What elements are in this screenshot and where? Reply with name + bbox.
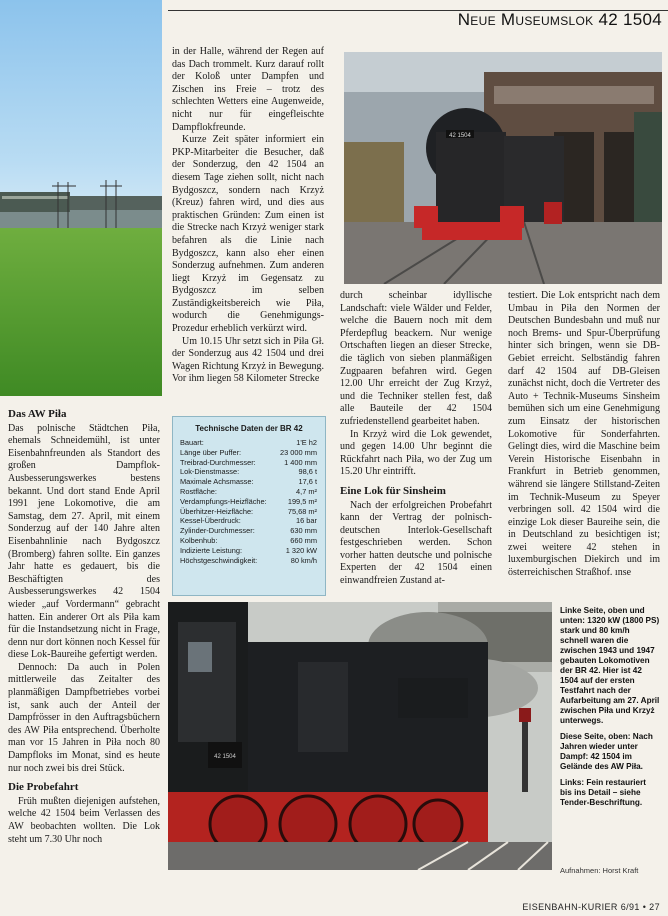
tech-row [173, 526, 325, 536]
tech-value: 4,7 m² [296, 486, 317, 496]
tech-key: Verdampfungs-Heizfläche: [180, 496, 267, 506]
tech-row [173, 497, 325, 507]
paragraph: Früh mußten diejenigen aufstehen, welche 42 1504 beim Verlassen des AW beobachten wollten. Die Lok steht um 7.30 Uhr noch [8, 795, 160, 845]
tech-row [173, 458, 325, 468]
paragraph: Nach der erfolgreichen Probefahrt kann der Vertrag der polnisch-deutschen Interlok-Gesellschaft festgeschrieben werden. Schon vorher hatten deutsche und polnische Experten der 42 1504 einen einwandfreien Zustand at- [340, 499, 492, 587]
tech-key: Lok-Dienstmasse: [180, 467, 240, 477]
column-1 [8, 402, 160, 846]
paragraph: Dennoch: Da auch in Polen mittlerweile das Zeitalter des planmäßigen Dampfbetriebes vorbei ist, sank auch der Anteil der Dampfrösser in den Auftragsbüchern des AW Piła entsprechend. Überholte man vor 15 Jahren in Piła noch 80 Dampfloks im Monat, sind es heute nur noch zwei bis drei Stück. [8, 661, 160, 774]
tech-row [173, 516, 325, 526]
caption-paragraph: Diese Seite, oben: Nach Jahren wieder unter Dampf: 42 1504 im Gelände des AW Piła. [560, 732, 653, 771]
tech-row [173, 487, 325, 497]
column-3 [340, 290, 492, 588]
tech-key: Zylinder-Durchmesser: [180, 526, 255, 536]
tech-row [173, 536, 325, 546]
tech-value: 1 320 kW [285, 545, 317, 555]
section-heading-sinsheim: Eine Lok für Sinsheim [340, 484, 446, 497]
paragraph: in der Halle, während der Regen auf das Dach trommelt. Kurz darauf rollt der Koloß unter Dampfen und Zischen ins Freie – trotz des schlechten Wetters eine Augenweide, nicht nur für eingefleischte Dampflokfreunde. [172, 46, 324, 133]
tech-key: Bauart: [180, 438, 204, 447]
photo-caption [560, 606, 660, 814]
tech-value: 23 000 mm [280, 447, 317, 457]
tech-value: 17,6 t [298, 477, 317, 487]
tech-row [173, 467, 325, 477]
meadow-photo-graphic [0, 0, 162, 396]
loco-front-number: 42 1504 [449, 133, 471, 139]
tech-value: 199,5 m² [287, 496, 317, 506]
tech-row [173, 448, 325, 458]
caption-paragraph: Links: Fein restauriert bis ins Detail – siehe Tender-Beschriftung. [560, 778, 646, 807]
section-heading-probefahrt: Die Probefahrt [8, 781, 79, 794]
tech-row [173, 546, 325, 556]
tech-value: 80 km/h [290, 555, 317, 565]
tech-value: 1'E h2 [296, 438, 317, 447]
tech-key: Treibrad-Durchmesser: [180, 457, 256, 467]
loco-side-number: 42 1504 [214, 754, 236, 760]
column-2 [172, 46, 324, 386]
paragraph: durch scheinbar idyllische Landschaft: viele Wälder und Felder, welche die Bauern noch mit dem Pferdepflug beackern. Nur wenige Ortschaften liegen an dieser Strecke, die täglich von sieben planmäßigen Zugpaaren befahren wird. Gegen 12.00 Uhr erreicht der Zug Krzyż, und die Techniker stellen fest, daß alle Bauteile der 42 1504 zufriedenstellend gearbeitet haben. [340, 290, 492, 427]
depot-photo [344, 52, 662, 284]
section-heading-aw-pila: Das AW Piła [8, 408, 67, 420]
tech-value: 660 mm [290, 535, 317, 545]
steam-photo [168, 602, 552, 870]
tech-row [173, 556, 325, 566]
depot-photo-graphic [344, 52, 662, 284]
tech-row [173, 438, 325, 448]
tech-key: Kolbenhub: [180, 535, 218, 545]
paragraph: In Krzyż wird die Lok gewendet, und gegen 14.00 Uhr beginnt die Rückfahrt nach Piła, wo der Zug um 15.20 Uhr eintrifft. [340, 428, 492, 478]
tech-key: Maximale Achsmasse: [180, 477, 254, 487]
tech-value: 1 400 mm [284, 457, 317, 467]
tech-value: 75,68 m² [287, 506, 317, 516]
tech-key: Kessel-Überdruck: [180, 516, 241, 526]
caption-paragraph: Linke Seite, oben und unten: 1320 kW (1800 PS) stark und 80 km/h schnell waren die zwischen 1943 und 1947 gebauten Lokomotiven der BR 42. Hier ist 42 1504 auf der ersten Testfahrt nach der Aufarbeitung am 27. April zwischen Piła und Krzyż unterwegs. [560, 606, 660, 725]
tech-row [173, 507, 325, 517]
tech-key: Überhitzer-Heizfläche: [180, 506, 254, 516]
tech-key: Indizierte Leistung: [180, 545, 243, 555]
tech-key: Länge über Puffer: [180, 447, 242, 457]
technical-data-title: Technische Daten der BR 42 [195, 424, 303, 433]
column-4 [508, 290, 660, 580]
meadow-photo [0, 0, 162, 396]
tech-key: Rostfläche: [180, 486, 217, 496]
steam-photo-graphic [168, 602, 552, 870]
paragraph: Kurze Zeit später informiert ein PKP-Mitarbeiter die Besucher, daß der Sonderzug, den 42 1504 an diesem Tage ziehen sollt, nicht nach Bydgoszcz, sondern nach Krzyż (Kreuz) fahren wird, und dies aus praktischen Gründen: Zum einen ist die Strecke nach Krzyż weniger stark befahren als die Linie nach Bydgoszcz, kann also eher einen Sonderzug aufnehmen. Zum anderen liegt Krzyż im Gegensatz zu Bydgoszcz im selben Zuständigkeitsbereich wie Piła, wodurch die Genehmigungs-Prozedur erheblich verkürzt wird. [172, 134, 324, 335]
tech-row [173, 477, 325, 487]
paragraph: Das polnische Städtchen Piła, ehemals Schneidemühl, ist unter Eisenbahnfreunden als Standort des großen Dampflok-Ausbesserungswerkes bestens bekannt. Und dort stand Ende April 1991 jene Lokomotive, die am Samstag, dem 27. April, mit einem Sonderzug auf der 140 Jahre alten Eisenbahnlinie nach Bydgoszcz (Bromberg) fahren sollte. Ein ganzes Jahr hatte es gedauert, bis die Beschäftigten des Ausbesserungswerkes 42 1504 wieder „auf Vordermann“ gebracht hatten. Ein anderer Ort als Piła kam für die Instandsetzung nicht in Frage, denn nur dort können noch Kessel für diese Lok-Baureihe gefertigt werden. [8, 422, 160, 661]
technical-data-box [172, 416, 326, 596]
photo-credit: Aufnahmen: Horst Kraft [560, 866, 639, 875]
paragraph: Um 10.15 Uhr setzt sich in Piła Gł. der Sonderzug aus 42 1504 und drei Wagen Richtung Krzyż in Bewegung. Vor ihm liegen 58 Kilometer Strecke [172, 335, 324, 385]
tech-value: 16 bar [296, 516, 317, 526]
page-footer: EISENBAHN-KURIER 6/91 • 27 [522, 902, 660, 912]
tech-key: Höchstgeschwindigkeit: [180, 555, 258, 565]
tech-value: 98,6 t [298, 467, 317, 477]
paragraph: testiert. Die Lok entspricht nach dem Umbau in Piła den Normen der Deutschen Bundesbahn und muß nur noch Brems- und Spur-Überprüfung hinter sich bringen, wenn sie DB-Gebiet erreicht. Selbständig fahren darf 42 1504 auf DB-Gleisen zunächst nicht, doch die Vertreter des Auto + Technik-Museums Sinsheim bemühen sich um eine Genehmigung zum Einsatz der historischen Lokomotive für Sonderfahrten. Gelingt dies, wird die Maschine beim Verein Historische Eisenbahn in Frankfurt in Betrieb genommen, während sie längere Stillstand-Zeiten im Technik-Museum zu Speyer verbringen soll. 42 1504 wird die einzige Lok dieser Baureihe sein, die in Deutschland zu besichtigen ist; zwei weitere 42 stehen in luxemburgischen Diekirch und im österreichischen Straßhof. ınse [508, 290, 660, 579]
page-title: Neue Museumslok 42 1504 [457, 10, 662, 29]
tech-value: 630 mm [290, 526, 317, 536]
